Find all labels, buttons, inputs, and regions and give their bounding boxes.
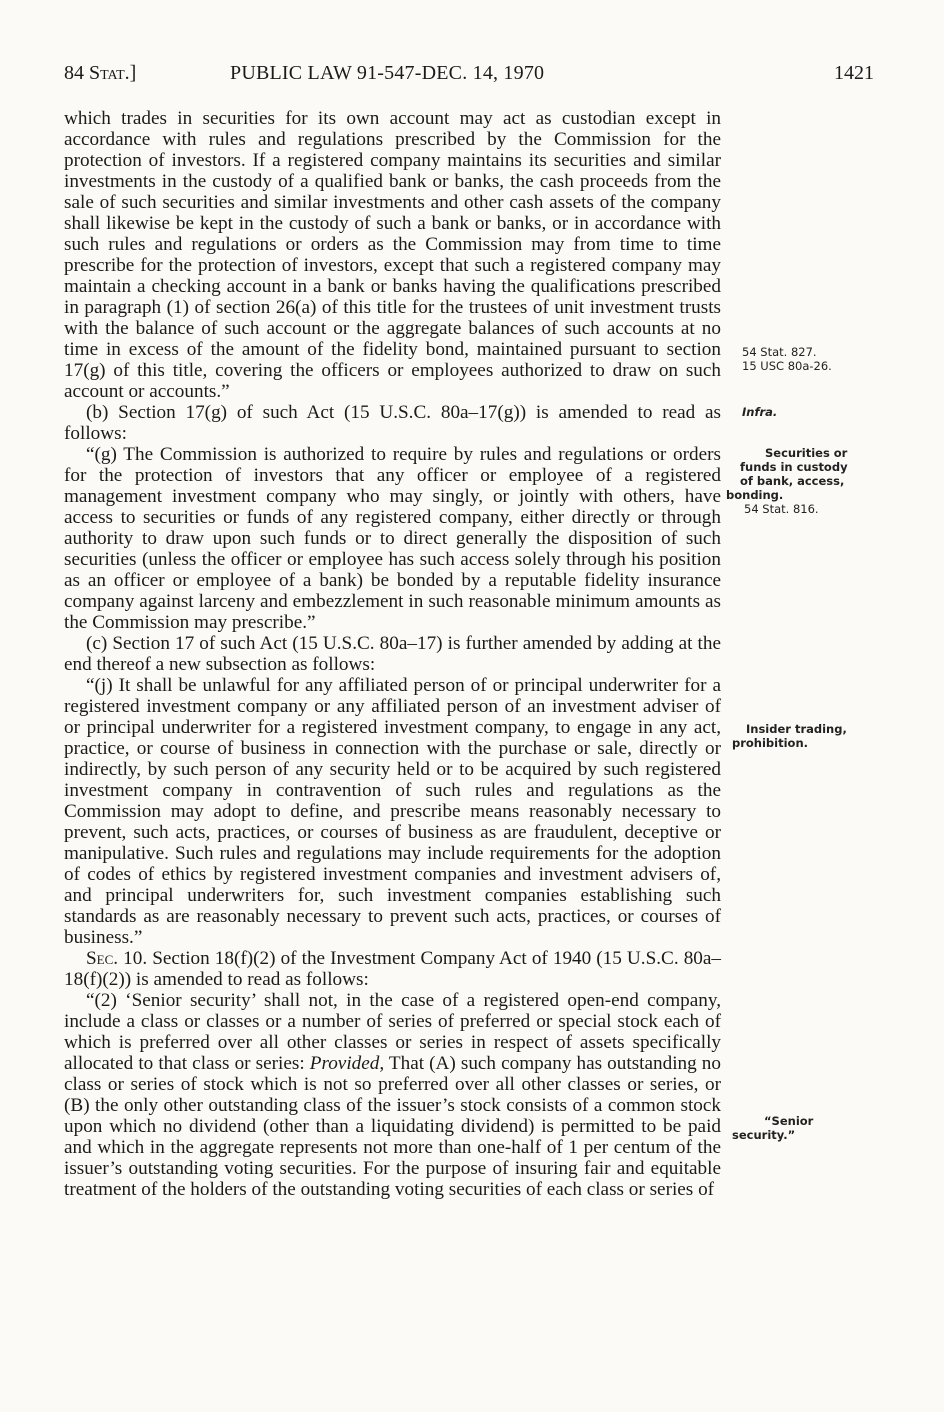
paragraph: (b) Section 17(g) of such Act (15 U.S.C. 80a–17(g)) is amended to read as follows: (64, 402, 721, 444)
margin-note-citation-2: 54 Stat. 816. (744, 502, 819, 516)
paragraph: “(2) ‘Senior security’ shall not, in the case of a registered open-end company, include a class or classes or a number of series of preferred or special stock each of which is preferred over all other classes or series in respect of assets specifically allocated to that class or series: Provided, That (A) such company has outstanding no class or series of stock which is not so preferred over all other classes or series, or (B) the only other outstanding class of the issuer’s stock consists of a common stock upon which no dividend (other than a liquidating dividend) is permitted to be paid and which in the aggregate represents not more than one-half of 1 per centum of the issuer’s outstanding voting securities. For the purpose of insuring fair and equitable treatment of the holders of the outstanding voting securities of each class or series of (64, 990, 721, 1200)
margin-note-infra: Infra. (742, 405, 778, 419)
margin-note-citation: 54 Stat. 827. 15 USC 80a-26. (742, 345, 832, 373)
margin-note-senior: “Senior security.” (732, 1114, 814, 1142)
section-label: Sec. (86, 948, 119, 969)
paragraph: which trades in securities for its own account may act as custodian except in accordance with rules and regulations prescribed by the Commission for the protection of investors. If a registered company maintains its securities and similar investments in the custody of a qualified bank or banks, the cash proceeds from the sale of such securities and similar investments and other cash assets of the company shall likewise be kept in the custody of such a bank or banks, or in accordance with such rules and regulations or orders as the Commission may from time to time prescribe for the protection of investors, except that such a registered company may maintain a checking account in a bank or banks having the qualifications prescribed in paragraph (1) of section 26(a) of this title for the trustees of unit investment trusts with the balance of such account or the aggregate balances of such accounts at no time in excess of the amount of the fidelity bond, maintained pursuant to section 17(g) of this title, covering the officers or employees authorized to draw on such account or accounts.” (64, 108, 721, 402)
paragraph: “(j) It shall be unlawful for any affiliated person of or principal underwriter for a registered investment company or any affiliated person of an investment adviser of or principal underwriter for a registered investment company, to engage in any act, practice, or course of business in connection with the purchase or sale, directly or indirectly, by such person of any security held or to be acquired by such registered investment company in contravention of such rules and regulations as the Commission may adopt to define, and prescribe means reasonably necessary to prevent, such acts, practices, or courses of business as are fraudulent, deceptive or manipulative. Such rules and regulations may include requirements for the adoption of codes of ethics by registered investment companies and investment advisers of, and principal underwriters for, such investment companies establishing such standards as are reasonably necessary to prevent such acts, practices, or courses of business.” (64, 675, 721, 948)
paragraph: “(g) The Commission is authorized to require by rules and regulations or orders for the protection of investors that any officer or employee of a registered management investment company who may singly, or jointly with others, have access to securities or funds of any registered company, either directly or through authority to draw upon such funds or to direct generally the disposition of such securities (unless the officer or employee has such access solely through his position as an officer or employee of a bank) be bonded by a reputable fidelity insurance company against larceny and embezzlement in such reasonable minimum amounts as the Commission may prescribe.” (64, 444, 721, 633)
paragraph: (c) Section 17 of such Act (15 U.S.C. 80a–17) is further amended by adding at the end thereof a new subsection as follows: (64, 633, 721, 675)
margin-note-insider: Insider trading, prohibition. (732, 722, 847, 750)
main-text (64, 108, 721, 1200)
proviso-word: Provided, (309, 1053, 385, 1074)
margin-note-securities: Securities or funds in custody of bank, access, bonding. (726, 446, 848, 502)
paragraph: Sec. 10. Section 18(f)(2) of the Investment Company Act of 1940 (15 U.S.C. 80a–18(f)(2)) is amended to read as follows: (64, 948, 721, 990)
running-header (64, 62, 874, 88)
page-number: 1421 (834, 62, 874, 84)
statute-volume: 84 Stat.] (64, 62, 137, 84)
running-title: PUBLIC LAW 91-547-DEC. 14, 1970 (230, 62, 545, 84)
